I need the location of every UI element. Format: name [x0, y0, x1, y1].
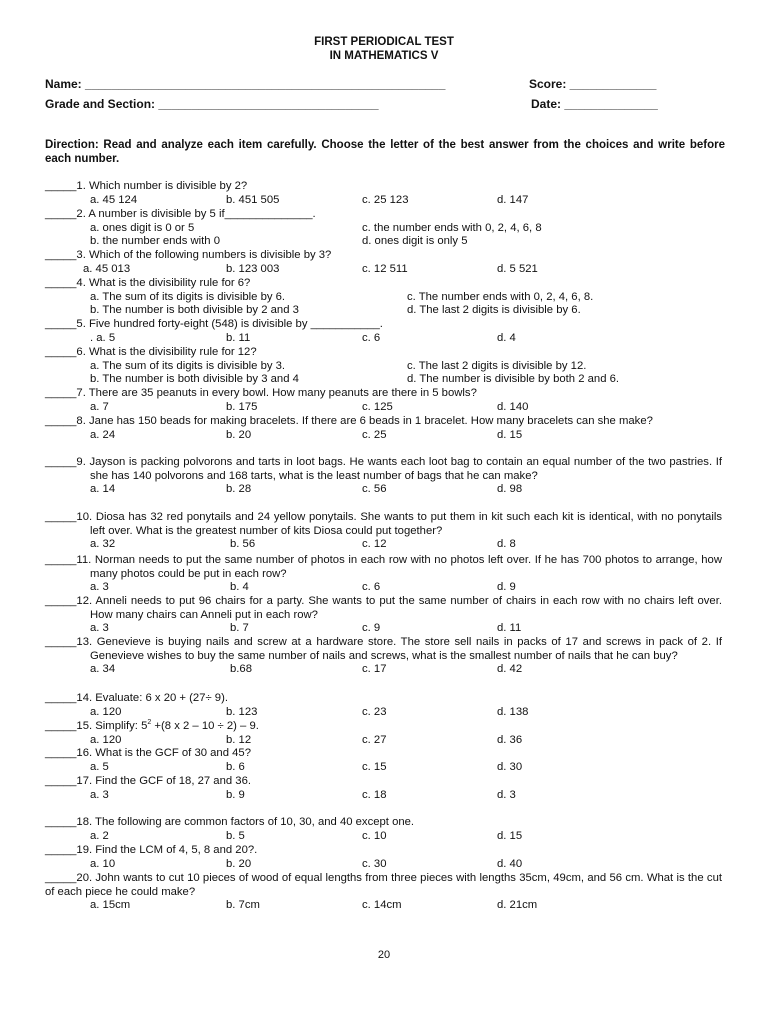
question-14: [45, 692, 722, 719]
choice-b: b. 28: [226, 483, 252, 496]
choice-b: b. 12: [226, 733, 252, 746]
question-20: [45, 872, 722, 913]
choice-b: b. 20: [226, 857, 252, 870]
choice-c: c. 25 123: [362, 193, 409, 206]
choice-c: c. 18: [362, 788, 387, 801]
question-10: [45, 511, 722, 552]
question-text: _____2. A number is divisible by 5 if______________.: [45, 208, 316, 220]
question-6: [45, 346, 722, 387]
choice-d: d. 8: [497, 538, 516, 551]
question-text: _____3. Which of the following numbers is divisible by 3?: [45, 249, 332, 261]
choice-a: a. 120: [90, 733, 122, 746]
choice-c: c. 12: [362, 538, 387, 551]
choice-c: c. 23: [362, 705, 387, 718]
direction-text: Direction: Read and analyze each item carefully. Choose the letter of the best answer from the choices and write before each number.: [45, 139, 725, 165]
choice-d: d. The number is divisible by both 2 and 6.: [407, 373, 620, 386]
choice-d: d. 21cm: [497, 899, 538, 912]
choice-d: d. 9: [497, 581, 516, 594]
question-text: _____7. There are 35 peanuts in every bowl. How many peanuts are there in 5 bowls?: [45, 387, 477, 399]
choice-d: d. 3: [497, 788, 516, 801]
question-5: [45, 318, 722, 345]
question-text: _____8. Jane has 150 beads for making bracelets. If there are 6 beads in 1 bracelet. How many bracelets can she make?: [45, 415, 653, 427]
choice-b: b. The number is both divisible by 3 and 4: [90, 373, 299, 386]
choice-a: a. 3: [90, 788, 109, 801]
choice-a: a. 10: [90, 857, 116, 870]
choice-a: a. 120: [90, 705, 122, 718]
choice-a: a. 3: [90, 622, 109, 635]
choice-c: c. 30: [362, 857, 387, 870]
question-text: _____12. Anneli needs to put 96 chairs for a party. She wants to put the same number of chairs in each row with no chairs left over. How many chairs can Anneli put in each row?: [45, 595, 722, 621]
question-3: [45, 249, 722, 276]
choice-d: d. 11: [497, 622, 522, 635]
question-text: _____17. Find the GCF of 18, 27 and 36.: [45, 775, 251, 787]
question-text: _____16. What is the GCF of 30 and 45?: [45, 747, 251, 759]
question-15: [45, 720, 722, 747]
question-text: [45, 720, 722, 734]
choice-a: a. 34: [90, 663, 116, 676]
choice-d: d. 30: [497, 760, 523, 773]
choice-b: b. 451 505: [226, 193, 280, 206]
choice-c: c. The number ends with 0, 2, 4, 6, 8.: [407, 290, 594, 303]
choice-c: c. The last 2 digits is divisible by 12.: [407, 359, 587, 372]
question-17: [45, 775, 722, 802]
choice-d: d. 138: [497, 705, 529, 718]
question-text-post: +(8 x 2 – 10 ÷ 2) – 9.: [151, 720, 259, 732]
choice-a: a. 5: [90, 760, 109, 773]
choice-a: a. 2: [90, 829, 109, 842]
choice-a: a. 45 013: [83, 262, 131, 275]
choice-d: d. 140: [497, 400, 529, 413]
choice-b: b. 7cm: [226, 899, 260, 912]
choice-a: . a. 5: [90, 331, 116, 344]
choice-d: d. 15: [497, 428, 523, 441]
choice-c: c. 12 511: [362, 262, 408, 275]
choice-c: c. 25: [362, 428, 387, 441]
question-2: [45, 208, 722, 249]
choice-d: d. 4: [497, 331, 516, 344]
question-16: [45, 747, 722, 774]
choice-a: a. 32: [90, 538, 116, 551]
choice-b: b. 9: [226, 788, 245, 801]
choice-c: c. 17: [362, 663, 387, 676]
choice-b: b. 175: [226, 400, 258, 413]
choice-b: b. 56: [230, 538, 256, 551]
choice-c: c. the number ends with 0, 2, 4, 6, 8: [362, 221, 542, 234]
choice-a: a. 7: [90, 400, 109, 413]
choice-d: d. 15: [497, 829, 523, 842]
choice-b: b. 123: [226, 705, 258, 718]
question-text: _____5. Five hundred forty-eight (548) is divisible by ___________.: [45, 318, 383, 330]
question-19: [45, 844, 722, 871]
choice-b: b. 5: [226, 829, 245, 842]
choice-b: b. 20: [226, 428, 252, 441]
question-12: [45, 595, 722, 636]
choice-c: c. 27: [362, 733, 387, 746]
choice-d: d. The last 2 digits is divisible by 6.: [407, 304, 581, 317]
name-field[interactable]: Name: ______________________________________________________: [45, 77, 446, 91]
question-text: _____4. What is the divisibility rule for 6?: [45, 277, 251, 289]
question-text: _____19. Find the LCM of 4, 5, 8 and 20?.: [45, 844, 258, 856]
question-text: _____13. Genevieve is buying nails and screw at a hardware store. The store sell nails in packs of 17 and screws in pack of 2. If Genevieve wishes to buy the same number of nails and screws, what is the smallest number of nails that he can buy?: [45, 636, 722, 662]
choice-a: a. 24: [90, 428, 116, 441]
question-11: [45, 554, 722, 595]
page-number: 20: [377, 949, 391, 961]
choice-c: c. 125: [362, 400, 393, 413]
choice-d: d. 40: [497, 857, 523, 870]
choice-a: a. The sum of its digits is divisible by 3.: [90, 359, 286, 372]
choice-d: d. 42: [497, 663, 523, 676]
choice-b: b. 11: [226, 331, 251, 344]
choice-c: c. 6: [362, 331, 381, 344]
question-text: _____9. Jayson is packing polvorons and tarts in loot bags. He wants each loot bag to contain an equal number of the two pastries. If she has 140 polvorons and 168 tarts, what is the least number of bags that he can make?: [45, 456, 722, 482]
question-1: [45, 180, 722, 207]
choice-a: a. 15cm: [90, 899, 131, 912]
choice-d: d. 5 521: [497, 262, 538, 275]
choice-d: d. ones digit is only 5: [362, 235, 468, 248]
choice-d: d. 98: [497, 483, 523, 496]
date-field[interactable]: Date: ______________: [531, 97, 658, 111]
test-subtitle: IN MATHEMATICS V: [329, 50, 439, 62]
choice-b: b. 6: [226, 760, 245, 773]
choice-b: b. 7: [230, 622, 249, 635]
question-7: [45, 387, 722, 414]
choice-a: a. 3: [90, 581, 109, 594]
test-title: FIRST PERIODICAL TEST: [314, 36, 454, 48]
choice-c: c. 9: [362, 622, 381, 635]
question-text: _____14. Evaluate: 6 x 20 + (27÷ 9).: [45, 692, 228, 704]
question-9: [45, 456, 722, 497]
choice-b: b. The number is both divisible by 2 and 3: [90, 304, 299, 317]
question-text: _____18. The following are common factors of 10, 30, and 40 except one.: [45, 816, 415, 828]
question-13: [45, 636, 722, 677]
choice-c: c. 56: [362, 483, 387, 496]
question-text: _____11. Norman needs to put the same number of photos in each row with no photos left over. If he has 700 photos to arrange, how many photos could be put in each row?: [45, 554, 722, 580]
exponent: 2: [147, 719, 152, 727]
choice-c: c. 6: [362, 581, 381, 594]
question-text-pre: _____15. Simplify: 5: [45, 720, 148, 732]
question-text: _____1. Which number is divisible by 2?: [45, 180, 248, 192]
choice-c: c. 10: [362, 829, 387, 842]
choice-b: b. the number ends with 0: [90, 235, 220, 248]
choice-a: a. 45 124: [90, 193, 138, 206]
question-text: _____6. What is the divisibility rule for 12?: [45, 346, 257, 358]
choice-d: d. 36: [497, 733, 523, 746]
question-18: [45, 816, 722, 843]
choice-b: b.68: [230, 663, 252, 676]
choice-c: c. 15: [362, 760, 387, 773]
choice-c: c. 14cm: [362, 899, 402, 912]
question-text: _____10. Diosa has 32 red ponytails and 24 yellow ponytails. She wants to put them in kit such each kit is identical, with no ponytails left over. What is the greatest number of kits Diosa could put together?: [45, 511, 722, 537]
choice-a: a. 14: [90, 483, 116, 496]
question-text: _____20. John wants to cut 10 pieces of wood of equal lengths from three pieces with lengths 35cm, 49cm, and 56 cm. What is the cut of each piece he could make?: [45, 872, 722, 898]
choice-a: a. The sum of its digits is divisible by 6.: [90, 290, 286, 303]
choice-b: b. 4: [230, 581, 249, 594]
question-4: [45, 277, 722, 318]
choice-a: a. ones digit is 0 or 5: [90, 221, 195, 234]
question-8: [45, 415, 722, 442]
grade-section-field[interactable]: Grade and Section: _________________________________: [45, 97, 379, 111]
choice-d: d. 147: [497, 193, 529, 206]
score-field[interactable]: Score: _____________: [529, 77, 657, 91]
choice-b: b. 123 003: [226, 262, 280, 275]
